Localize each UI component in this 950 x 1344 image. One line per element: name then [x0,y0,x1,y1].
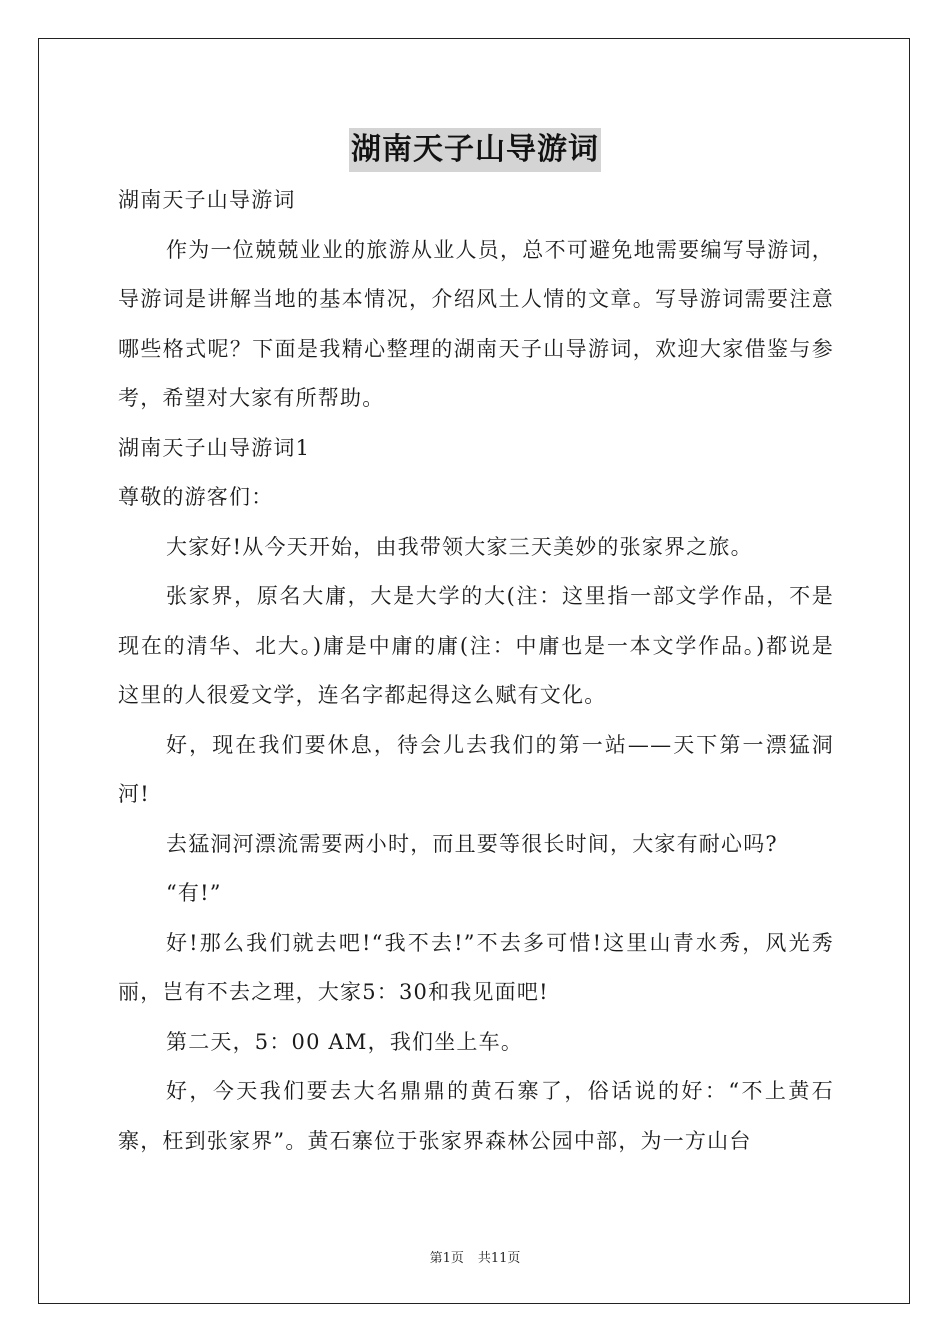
paragraph: 第二天，5：00 AM，我们坐上车。 [166,1029,524,1054]
page-total: 共11页 [477,1251,521,1266]
paragraph: 好，现在我们要休息，待会儿去我们的第一站——天下第一漂猛洞河! [118,732,834,806]
paragraph: 张家界，原名大庸，大是大学的大(注：这里指一部文学作品，不是现在的清华、北大。)庸是中庸的庸(注：中庸也是一本文学作品。)都说是这里的人很爱文学，连名字都起得这么赋有文化。 [118,584,834,707]
paragraph: 去猛洞河漂流需要两小时，而且要等很长时间，大家有耐心吗? [166,831,778,856]
page-footer [0,1247,950,1266]
document-body [118,176,834,1166]
paragraph: 大家好!从今天开始，由我带领大家三天美妙的张家界之旅。 [166,534,753,559]
paragraph: 作为一位兢兢业业的旅游从业人员，总不可避免地需要编写导游词，导游词是讲解当地的基本情况，介绍风土人情的文章。写导游词需要注意哪些格式呢？下面是我精心整理的湖南天子山导游词，欢迎大家借鉴与参考，希望对大家有所帮助。 [118,237,834,410]
paragraph: “有!” [166,881,222,905]
page-number: 第1页 [429,1251,464,1266]
paragraph: 好!那么我们就去吧!“我不去!”不去多可惜!这里山青水秀，风光秀丽，岂有不去之理，大家5：30和我见面吧! [118,930,834,1004]
paragraph: 好，今天我们要去大名鼎鼎的黄石寨了，俗话说的好：“不上黄石寨，枉到张家界”。黄石寨位于张家界森林公园中部，为一方山台 [118,1079,834,1153]
paragraph: 尊敬的游客们： [118,485,274,509]
title-container [0,128,950,172]
document-title: 湖南天子山导游词 [349,128,601,172]
paragraph: 湖南天子山导游词1 [118,435,311,460]
paragraph: 湖南天子山导游词 [118,188,296,212]
